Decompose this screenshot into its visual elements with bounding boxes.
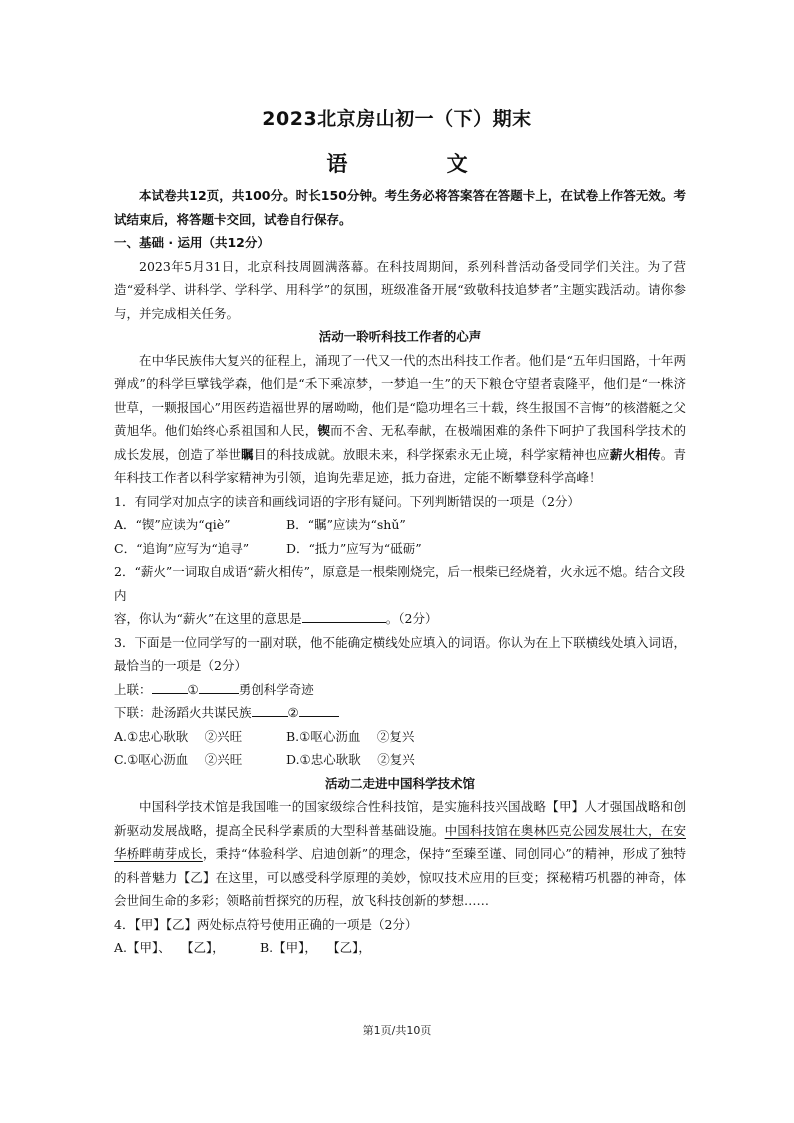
question-2-line bbox=[114, 607, 686, 631]
option-a: A．“锲”应读为“qiè” bbox=[114, 517, 231, 532]
option-c: C．“追询”应写为“追寻” bbox=[114, 540, 250, 556]
question-1-options-row bbox=[114, 513, 686, 537]
page-title: 2023北京房山初一（下）期末 bbox=[262, 108, 532, 130]
question-3-options-row bbox=[114, 725, 686, 749]
option-b: B.①呕心沥血 ②复兴 bbox=[286, 728, 415, 744]
question-1-options-row bbox=[114, 537, 686, 561]
question-4-options-row bbox=[114, 936, 686, 960]
option-a: A.【甲】、 【乙】， bbox=[114, 940, 225, 955]
activity-one-passage bbox=[114, 349, 686, 490]
option-c: C.①呕心沥血 ②兴旺 bbox=[114, 752, 243, 767]
activity-two-passage bbox=[114, 795, 686, 913]
question-1-stem: 1．有同学对加点字的读音和画线词语的字形有疑问。下列判断错误的一项是（2分） bbox=[114, 493, 580, 509]
passage-text: 。青年科技工作者以科学家精神为引领，追询先辈足迹，抵力奋进，定能不断攀登科学高峰！ bbox=[114, 446, 686, 485]
word-xinhuo: 薪火相传 bbox=[609, 446, 661, 462]
question-3-stem: 3．下面是一位同学写的一副对联，他不能确定横线处应填入的词语。你认为在上下联横线处填入词语，最恰当的一项是（2分） bbox=[114, 634, 686, 673]
option-d: D.①忠心耿耿 ②复兴 bbox=[286, 752, 415, 767]
couplet-label: 上联： bbox=[114, 681, 152, 697]
answer-blank[interactable] bbox=[302, 608, 386, 623]
passage-text: 在中华民族伟大复兴的征程上，涌现了一代又一代的杰出科技工作者。他们是“五年归国路，十年两弹成”的科学巨擘钱学森，他们是“禾下乘凉梦，一梦追一生”的天下粮仓守望者袁隆平，他们是“一株济世草，一颗报国心”用医药造福世界的屠呦呦，他们是“隐功埋名三十载，终生报国不言悔”的核潜艇之父黄旭华。他们始终心系祖国和人民， bbox=[114, 352, 686, 438]
passage-text: 目的科技成就。放眼未来，科学探索永无止境，科学家精神也应 bbox=[253, 446, 610, 462]
couplet-upper bbox=[114, 678, 686, 702]
answer-blank[interactable] bbox=[199, 679, 239, 694]
couplet-text: 勇创科学奇迹 bbox=[238, 681, 314, 697]
option-a: A.①忠心耿耿 ②兴旺 bbox=[114, 728, 243, 744]
passage-text: 而不舍、无私奉献，在极端困难的条件下呵护了我国科学技术的成长发展，创造了举世 bbox=[114, 423, 686, 462]
question-2-line: 2．“薪火”一词取自成语“薪火相传”，原意是一根柴刚烧完，后一根柴已经烧着，火永远不熄。结合文段内 bbox=[114, 564, 686, 603]
couplet-lower bbox=[114, 701, 686, 725]
activity-one-heading: 活动一聆听科技工作者的心声 bbox=[318, 329, 482, 344]
page-number: 第1页/共10页 bbox=[362, 1024, 432, 1037]
activity-two-heading: 活动二走进中国科学技术馆 bbox=[324, 775, 475, 791]
exam-content bbox=[114, 184, 686, 960]
answer-blank[interactable] bbox=[152, 679, 188, 694]
answer-blank[interactable] bbox=[252, 702, 288, 717]
blank-marker: ② bbox=[287, 705, 299, 720]
question-2-score: 。（2分） bbox=[385, 611, 438, 626]
instructions: 本试卷共12页，共100分。时长150分钟。考生务必将答案答在答题卡上，在试卷上作答无效。考试结束后，将答题卡交回，试卷自行保存。 bbox=[114, 188, 686, 227]
subject-title: 语 文 bbox=[326, 152, 514, 176]
section-heading: 一、基础 · 运用（共12分） bbox=[114, 235, 270, 250]
passage-text: 中国科学技术馆是我国唯一的国家级综合性科技馆，是实施科技兴国战略【甲】人才强国战略和创新驱动发展战略，提高全民科学素质的大型科普基础设施。 bbox=[114, 799, 686, 838]
option-b: B.【甲】， 【乙】， bbox=[260, 940, 371, 955]
answer-blank[interactable] bbox=[299, 702, 339, 717]
question-4-stem: 4．【甲】【乙】两处标点符号使用正确的一项是（2分） bbox=[114, 916, 418, 932]
question-2-text: 容，你认为“薪火”在这里的意思是 bbox=[114, 611, 302, 626]
underlined-sentence: 中国科技馆在奥林匹克公园发展壮大，在安华桥畔萌芽成长 bbox=[114, 822, 686, 861]
word-shu: 瞩 bbox=[241, 446, 254, 462]
question-3-options-row bbox=[114, 748, 686, 772]
blank-marker: ① bbox=[187, 681, 199, 697]
context-paragraph: 2023年5月31日，北京科技周圆满落幕。在科技周期间，系列科普活动备受同学们关注。为了营造“爱科学、讲科学、学科学、用科学”的氛围，班级准备开展“致敬科技追梦者”主题实践活动。请你参与，并完成相关任务。 bbox=[114, 258, 686, 321]
passage-text: ，秉持“体验科学、启迪创新”的理念，保持“至臻至谨、同创同心”的精神，形成了独特的科普魅力【乙】在这里，可以感受科学原理的美妙，惊叹技术应用的巨变；探秘精巧机器的神奇，体会世间生命的多彩；领略前哲探究的历程，放飞科技创新的梦想…… bbox=[114, 846, 686, 908]
option-b: B．“瞩”应读为“shǔ” bbox=[286, 517, 406, 532]
couplet-text: 下联：赴汤蹈火共谋民族 bbox=[114, 705, 252, 720]
word-qie: 锲 bbox=[317, 423, 331, 438]
option-d: D．“抵力”应写为“砥砺” bbox=[286, 540, 422, 556]
